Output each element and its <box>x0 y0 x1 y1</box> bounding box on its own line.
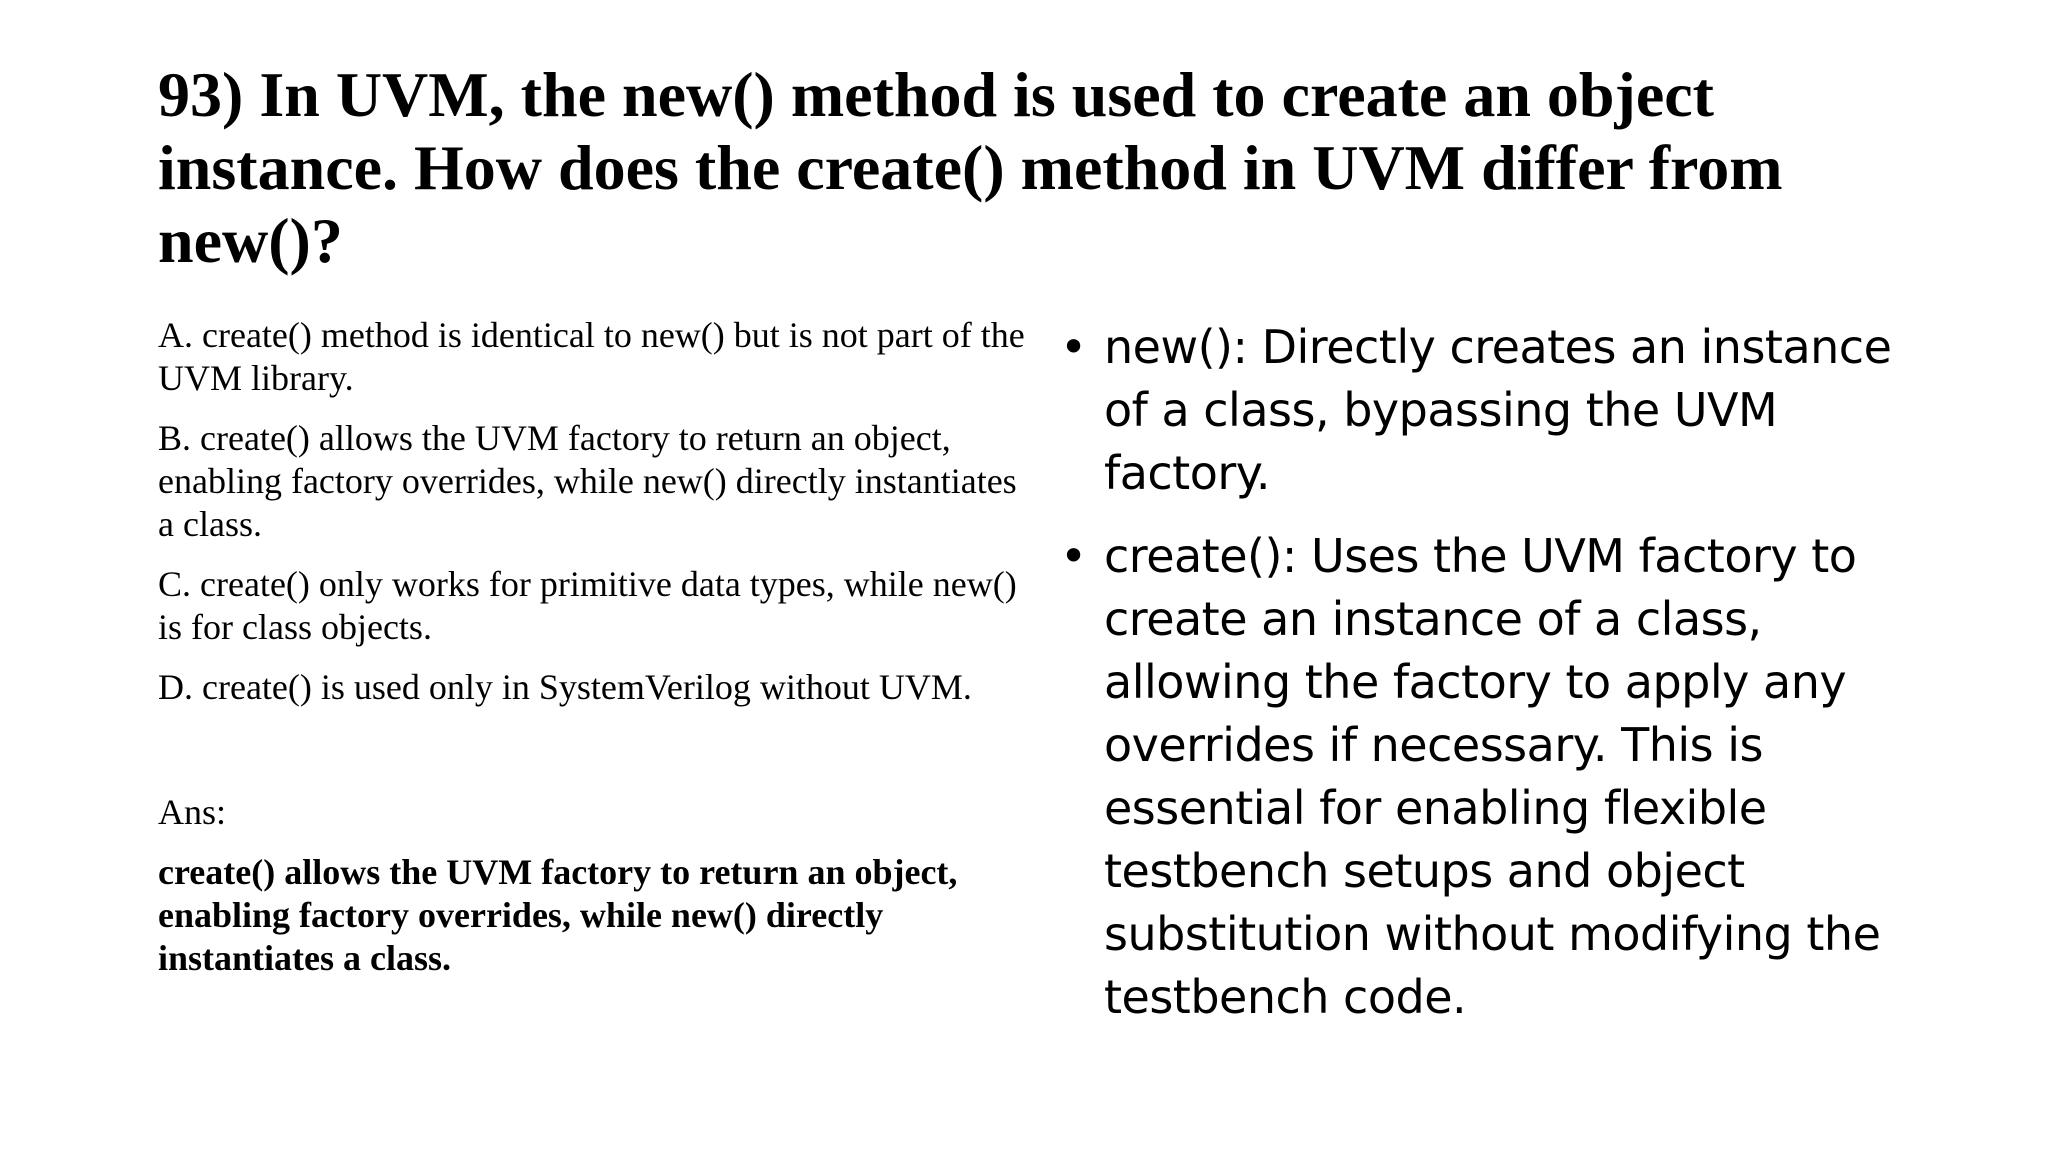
question-title: 93) In UVM, the new() method is used to create an object instance. How does the create() method in UVM differ from new()? <box>158 59 1783 276</box>
answer-text: create() allows the UVM factory to return an object, enabling factory overrides, while new() directly instantiates a class. <box>158 852 958 978</box>
explanation-item <box>1058 316 1918 505</box>
bullet-icon: • <box>1060 320 1087 374</box>
option-c: C. create() only works for primitive data types, while new() is for class objects. <box>158 564 1017 647</box>
option-b: B. create() allows the UVM factory to return an object, enabling factory overrides, while new() directly instantiates a class. <box>158 418 1017 544</box>
explanation-text: create(): Uses the UVM factory to create an instance of a class, allowing the factory to apply any overrides if necessary. This is essential for enabling flexible testbench setups and object substitution without modifying the testbench code. <box>1104 529 1881 1024</box>
explanation-list <box>1058 316 1918 1049</box>
options-panel <box>158 314 1028 997</box>
explanation-item <box>1058 525 1918 1029</box>
explanation-text: new(): Directly creates an instance of a class, bypassing the UVM factory. <box>1104 320 1892 500</box>
option-a: A. create() method is identical to new() but is not part of the UVM library. <box>158 315 1025 398</box>
answer-label: Ans: <box>158 792 227 832</box>
bullet-icon: • <box>1060 529 1087 583</box>
option-d: D. create() is used only in SystemVerilog without UVM. <box>158 667 972 707</box>
